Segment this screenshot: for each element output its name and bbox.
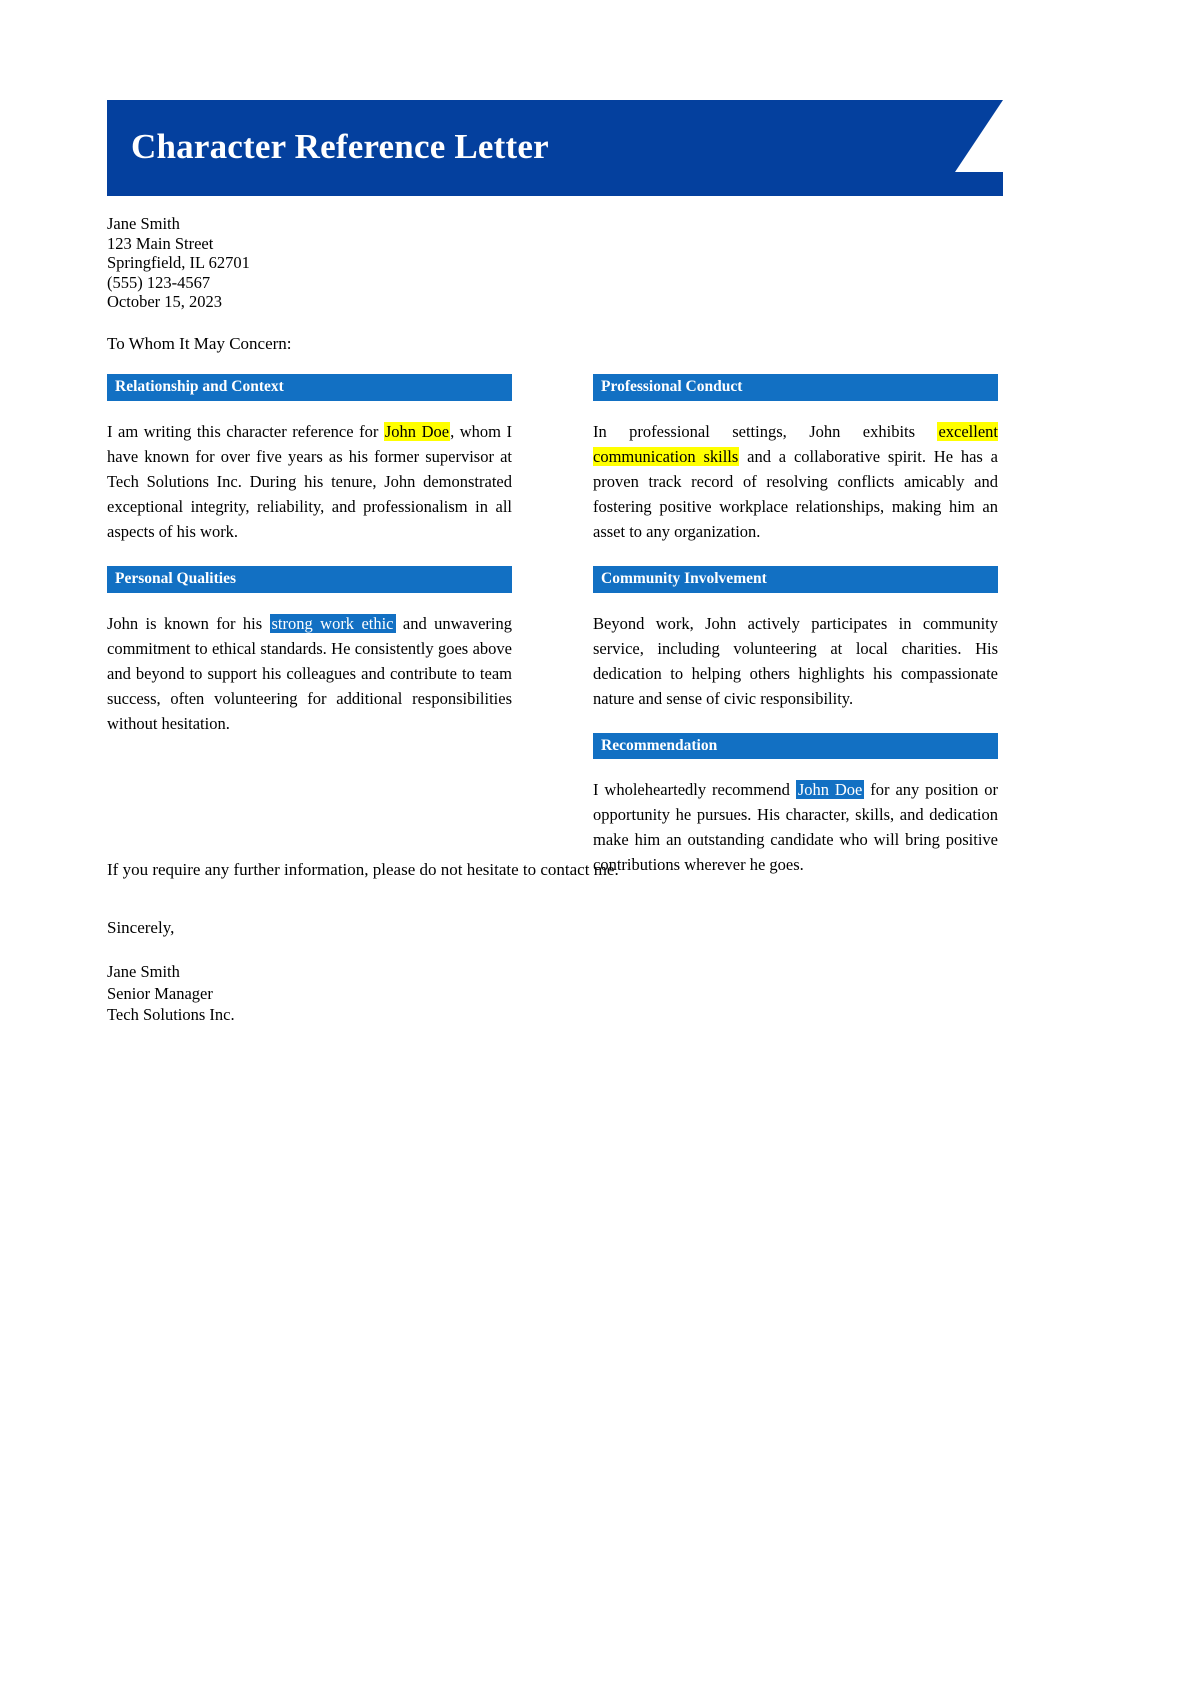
signature-block	[107, 961, 235, 1026]
salutation: To Whom It May Concern:	[107, 334, 292, 353]
left-column	[107, 374, 512, 736]
section-body-personal-qualities	[107, 611, 512, 736]
section-body-relationship-and-context	[107, 419, 512, 544]
text-run: John is known for his	[107, 613, 270, 633]
section-heading-recommendation: Recommendation	[593, 733, 998, 760]
text-run: and unwavering commitment to ethical standards. He consistently goes above and beyond to support his colleagues and contribute to team success, often volunteering for additional responsibilities without hesitation.	[107, 613, 512, 733]
section-heading-community-involvement: Community Involvement	[593, 566, 998, 593]
section-heading-professional-conduct: Professional Conduct	[593, 374, 998, 401]
section-body-community-involvement: Beyond work, John actively participates in community service, including volunteering at local charities. His dedication to helping others highlights his compassionate nature and sense of civic responsibility.	[593, 613, 998, 708]
right-column	[593, 374, 998, 877]
sender-name: Jane Smith	[107, 214, 180, 233]
section-body-recommendation	[593, 777, 998, 877]
section-heading-relationship-and-context: Relationship and Context	[107, 374, 512, 401]
text-run: , whom I have known for over five years as his former supervisor at Tech Solutions Inc. During his tenure, John demonstrated exceptional integrity, reliability, and professionalism in all aspects of his work.	[107, 421, 512, 541]
highlight-john-doe-recommendation: John Doe	[797, 780, 863, 800]
sender-address-block	[107, 214, 250, 312]
sender-street: 123 Main Street	[107, 233, 214, 253]
text-run: I wholeheartedly recommend	[593, 780, 796, 800]
text-run: for any position or opportunity he pursues. His character, skills, and dedication make him an outstanding candidate who will bring positive contributions wherever he goes.	[593, 780, 998, 875]
corner-notch-decoration	[955, 100, 1003, 172]
text-run: In professional settings, John exhibits	[593, 421, 938, 441]
document-header-banner	[107, 100, 1003, 196]
text-run: I am writing this character reference for	[107, 421, 384, 441]
sender-city-state-zip: Springfield, IL 62701	[107, 253, 250, 273]
sender-phone: (555) 123-4567	[107, 272, 211, 292]
signer-name: Jane Smith	[107, 962, 180, 981]
section-body-professional-conduct	[593, 419, 998, 544]
section-heading-personal-qualities: Personal Qualities	[107, 566, 512, 593]
letter-date: October 15, 2023	[107, 292, 223, 312]
text-run: and a collaborative spirit. He has a proven track record of resolving conflicts amicably and fostering positive workplace relationships, making him an asset to any organization.	[593, 446, 998, 541]
highlight-strong-work-ethic: strong work ethic	[271, 613, 394, 633]
signer-company: Tech Solutions Inc.	[107, 1005, 235, 1024]
highlight-excellent-communication-skills: excellent communication skills	[593, 421, 998, 466]
page-title: Character Reference Letter	[131, 127, 549, 167]
highlight-john-doe: John Doe	[384, 421, 450, 441]
sign-off: Sincerely,	[107, 918, 175, 937]
closing-note: If you require any further information, please do not hesitate to contact me.	[107, 860, 619, 879]
body-columns	[107, 374, 1003, 877]
signer-title: Senior Manager	[107, 983, 213, 1003]
